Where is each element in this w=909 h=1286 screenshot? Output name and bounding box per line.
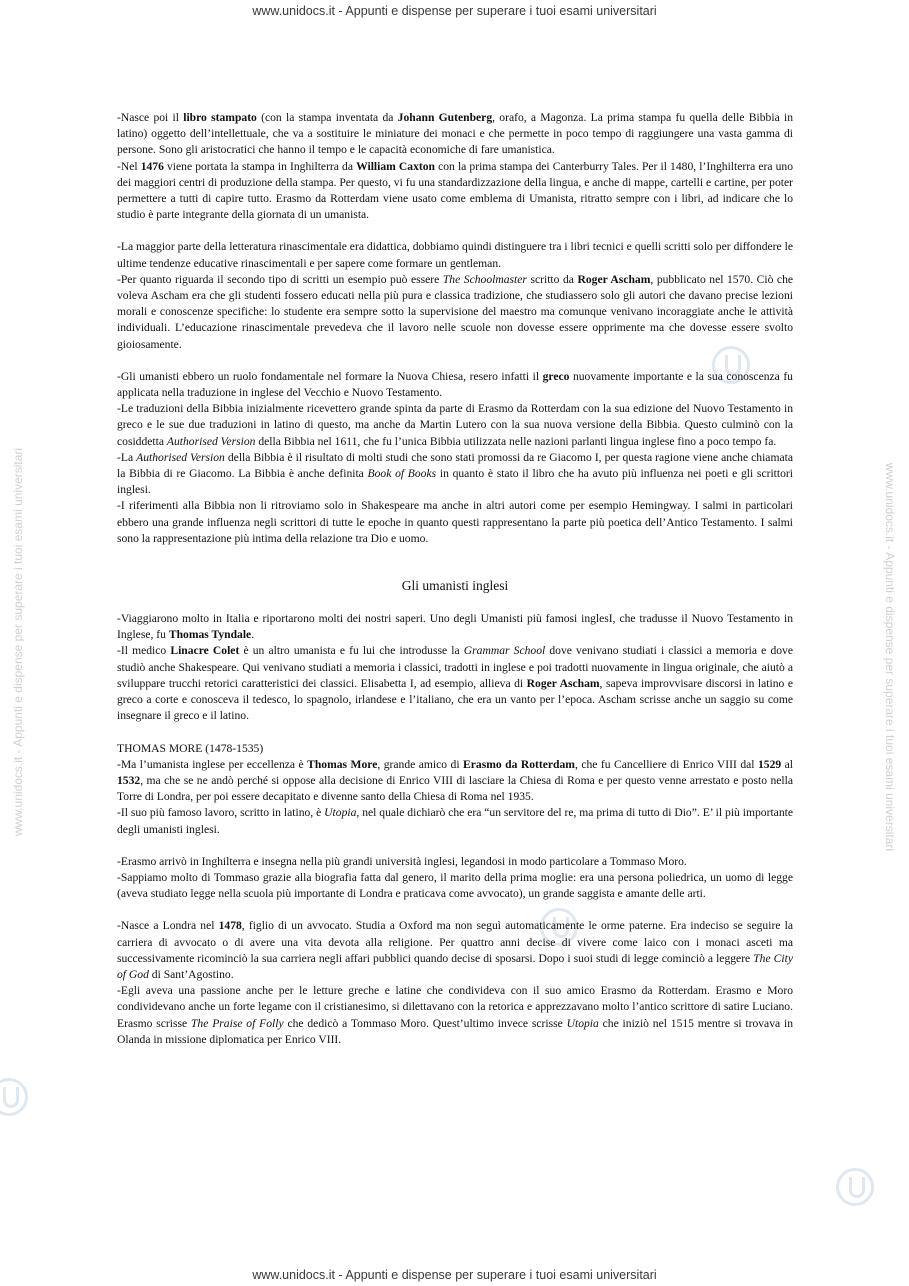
paragraph: -Le traduzioni della Bibbia inizialmente ricevettero grande spinta da parte di Erasmo da Rotterdam con la sua edizione del Nuovo Testamento in greco e le sue due traduzioni in latino di questo, ma anche da Martin Lutero con la sua nuova versione della Bibbia. Questo culminò con la cosiddetta Authorised Version della Bibbia nel 1611, che fu l’unica Bibbia utilizzata nelle nazioni parlanti lingua inglese fino a poco tempo fa. [117, 402, 793, 448]
document-body [117, 110, 793, 1048]
watermark-banner-bottom: www.unidocs.it - Appunti e dispense per superare i tuoi esami universitari [252, 1268, 657, 1282]
paragraph: -Gli umanisti ebbero un ruolo fondamentale nel formare la Nuova Chiesa, resero infatti il greco nuovamente importante e la sua conoscenza fu applicata nella traduzione in inglese del Vecchio e Nuovo Testamento. [117, 369, 793, 400]
paragraph: -La maggior parte della letteratura rinascimentale era didattica, dobbiamo quindi distinguere tra i libri tecnici e quelli scritti solo per diffondere le ultime tendenze educative rinascimentali e per sapere come formare un gentleman. [117, 240, 793, 270]
text-section [117, 239, 793, 352]
paragraph: -Nasce a Londra nel 1478, figlio di un avvocato. Studia a Oxford ma non seguì automaticamente le orme paterne. Era indeciso se seguire la carriera di avvocato o di avere una vita devota alla religione. Per quattro anni decise di vivere come laico con i monaci asceti ma successivamente ricominciò la sua carriera negli affari pubblici quando decise di sposarsi. Dopo i suoi studi di legge cominciò a leggere The City of God di Sant’Agostino. [117, 919, 793, 981]
sections-before-heading [117, 110, 793, 547]
text-section [117, 611, 793, 724]
sections-after-heading [117, 611, 793, 1048]
paragraph: -Sappiamo molto di Tommaso grazie alla biografia fatta dal genero, il marito della prima moglie: era una persona poliedrica, un uomo di legge (aveva studiato legge nella scuola più importante di Londra e praticava come avvocato), un grande saggista e amante delle arti. [117, 870, 793, 901]
paragraph: -La Authorised Version della Bibbia è il risultato di molti studi che sono stati promossi da re Giacomo I, per questa ragione viene anche chiamata la Bibbia di re Giacomo. La Bibbia è anche definita Book of Books in quanto è stato il libro che ha avuto più influenza nei poeti e gli scrittori inglesi. [117, 450, 793, 497]
paragraph: -Erasmo arrivò in Inghilterra e insegna nella più grandi università inglesi, legandosi in modo particolare a Tommaso Moro. [117, 854, 687, 868]
paragraph: -Il suo più famoso lavoro, scritto in latino, è Utopia, nel quale dichiarò che era “un servitore del re, ma prima di tutto di Dio”. E’ il più importante degli umanisti inglesi. [117, 806, 793, 836]
paragraph: -Per quanto riguarda il secondo tipo di scritti un esempio può essere The Schoolmaster scritto da Roger Ascham, pubblicato nel 1570. Ciò che voleva Ascham era che gli studenti fossero educati nella più pura e classica tradizione, che studiassero solo gli autori che davano precise lezioni morali e conoscenze specifiche: lo studente era sempre sotto la supervisione del maestro ma comunque venivano incoraggiate anche le attività individuali. L’educazione rinascimentale prevedeva che il lavoro nelle scuole non dovesse essere opprimente ma che dovesse essere svolto gioiosamente. [117, 272, 794, 351]
text-section [117, 854, 793, 903]
watermark-logo-icon [836, 1168, 874, 1206]
watermark-banner-top: www.unidocs.it - Appunti e dispense per superare i tuoi esami universitari [252, 4, 657, 18]
paragraph: -Viaggiarono molto in Italia e riportarono molti dei nostri saperi. Uno degli Umanisti più famosi inglesI, che tradusse il Nuovo Testamento in Inglese, fu Thomas Tyndale. [117, 612, 793, 642]
paragraph: -Nasce poi il libro stampato (con la stampa inventata da Johann Gutenberg, orafo, a Magonza. La prima stampa fu quella delle Bibbia in latino) oggetto dell’intellettuale, che va a sostituire le miniature dei monaci e che permette in poco tempo di raggiungere una vasta gamma di persone. Sono gli aristocratici che hanno il tempo e le capacità economiche di fare umanistica. [117, 111, 793, 157]
text-section [117, 918, 793, 1048]
watermark-side-left: www.unidocs.it - Appunti e dispense per superare i tuoi esami universitari [11, 447, 25, 837]
paragraph: -I riferimenti alla Bibbia non li ritroviamo solo in Shakespeare ma anche in altri autori come per esempio Hemingway. I salmi in particolari ebbero una grande influenza negli scrittori di tutte le epoche in quanto questi rappresentano la parte più poetica dell’Antico Testamento. I salmi sono la rappresentazione più intima della relazione tra Dio e uomo. [117, 499, 793, 545]
text-section [117, 110, 793, 223]
paragraph: -Il medico Linacre Colet è un altro umanista e fu lui che introdusse la Grammar School dove venivano studiati i classici a memoria e dove studiò anche Shakespeare. Qui venivano studiati a memoria i classici, tradotti in inglese e poi tradotti nuovamente in lingua originale, che aiutò a sviluppare trucchi retorici caratteristici dei classici. Elisabetta I, ad esempio, allieva di Roger Ascham, sapeva improvvisare discorsi in latino e greco a corte e conosceva il tedesco, lo spagnolo, irlandese e l’italiano, che era un vanto per l’epoca. Ascham scrisse anche un saggio su come insegnare il greco e il latino. [117, 644, 793, 723]
watermark-logo-icon [0, 1078, 28, 1116]
paragraph: -Nel 1476 viene portata la stampa in Inghilterra da William Caxton con la prima stampa dei Canterburry Tales. Per il 1480, l’Inghilterra era uno dei maggiori centri di produzione della stampa. Per questo, vi fu una standardizzazione della lingua, e anche di mappe, cartelli e cartine, per poter permettere a tutti di capire tutto. Erasmo da Rotterdam viene usato come emblema di Umanista, ritratto sempre con i libri, ad indicare che lo studio è parte integrante della giornata di un umanista. [117, 159, 794, 222]
section-heading: Gli umanisti inglesi [401, 578, 509, 594]
paragraph: -Egli aveva una passione anche per le letture greche e latine che condivideva con il suo amico Erasmo da Rotterdam. Erasmo e Moro condividevano anche un forte legame con il cristianesimo, si dilettavano con la retorica e apprezzavano molto l’antico scrittore di satire Luciano. Erasmo scrisse The Praise of Folly che dedicò a Tommaso Moro. Quest’ultimo invece scrisse Utopia che iniziò nel 1515 mentre si trovava in Olanda in missione diplomatica per Enrico VIII. [117, 984, 793, 1046]
paragraph: THOMAS MORE (1478-1535) [117, 741, 264, 755]
text-section [117, 741, 793, 838]
watermark-side-right: www.unidocs.it - Appunti e dispense per superare i tuoi esami universitari [883, 462, 897, 852]
paragraph: -Ma l’umanista inglese per eccellenza è Thomas More, grande amico di Erasmo da Rotterdam, che fu Cancelliere di Enrico VIII dal 1529 al 1532, ma che se ne andò perché si oppose alla decisione di Enrico VIII di lasciare la Chiesa di Roma e per questo venne arrestato e posto nella Torre di Londra, per poi essere decapitato e divenne santo della Chiesa di Roma nel 1935. [117, 757, 794, 804]
text-section [117, 369, 793, 547]
